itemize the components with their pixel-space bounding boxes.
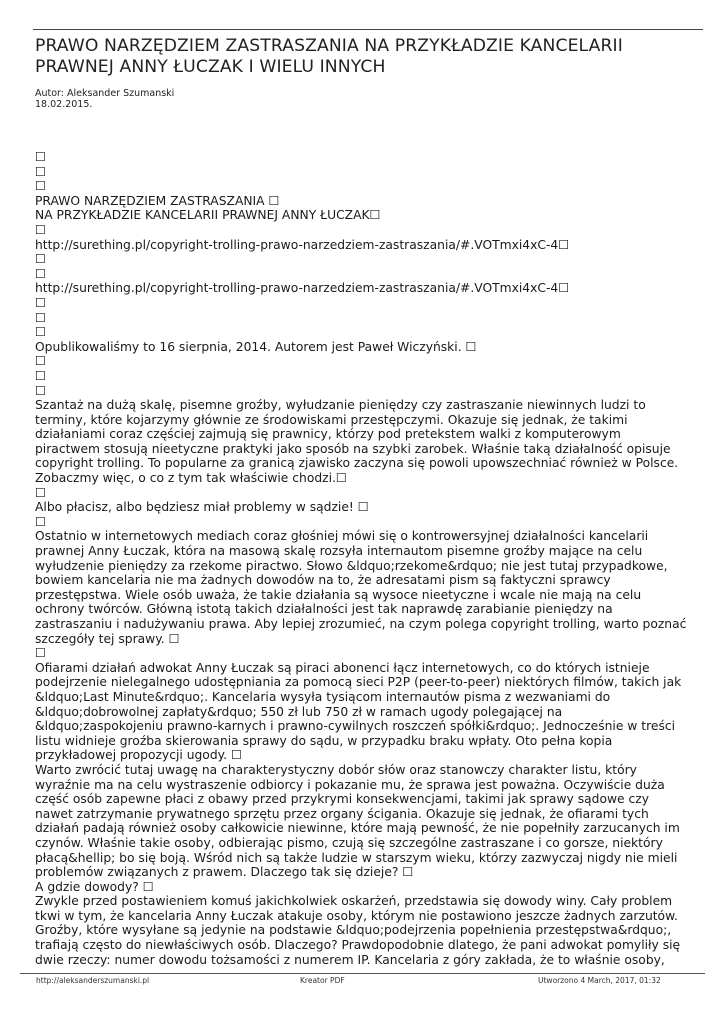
para-4-line: działań padają również osoby całkowicie niewinne, które mają pewność, że nie popełniły zarzucanych im xyxy=(35,821,680,836)
body-line: ☐ xyxy=(35,368,47,383)
para-4-line: część osób zapewne płaci z obawy przed przykrymi konsekwencjami, takimi jak sprawy sądowe czy xyxy=(35,792,650,807)
para-2-line: zastraszaniu i nadużywaniu prawa. Aby lepiej zrozumieć, na czym polega copyright trolling, warto poznać xyxy=(35,617,687,631)
body-line: ☐ xyxy=(35,295,47,310)
para-2-line: przestępstwa. Wiele osób uważa, że takie działania są wysoce nieetyczne i wcale nie mają na celu xyxy=(35,587,642,602)
para-3-line: &ldquo;Last Minute&rdquo;. Kancelaria wysyła tysiącom internautów pisma z wezwaniami do xyxy=(35,689,611,704)
para-5-line: tkwi w tym, że kancelaria Anny Łuczak atakuje osoby, którym nie postawiono jeszcze żadnych zarzutów. xyxy=(35,908,678,923)
para-2-line: szczegóły tej sprawy. ☐ xyxy=(35,631,180,646)
article-meta xyxy=(35,88,174,110)
para-4-line: A gdzie dowody? ☐ xyxy=(35,879,154,894)
para-1-line: piractwem stosują nieetyczne praktyki jako sposób na szybki zarobek. Właśnie taką działalność opisuje xyxy=(35,441,671,456)
para-4-line: problemów związanych z prawem. Dlaczego tak się dzieje? ☐ xyxy=(35,865,414,880)
para-5-line: Zwykle przed postawieniem komuś jakichkolwiek oskarżeń, przedstawia się dowody winy. Cały problem xyxy=(35,894,673,909)
body-line: ☐ xyxy=(35,150,47,164)
para-4-line: Warto zwrócić tutaj uwagę na charakterystyczny dobór słów oraz stanowczy charakter listu, który xyxy=(35,762,637,777)
para-2-line: bowiem kancelaria nie ma żadnych dowodów na to, że adresatami pism są faktyczni sprawcy xyxy=(35,573,611,588)
para-4-line: nawet zatrzymanie prywatnego sprzętu przez organy ścigania. Okazuje się jednak, że ofiarami tych xyxy=(35,806,649,821)
body-line: NA PRZYKŁADZIE KANCELARII PRAWNEJ ANNY ŁUCZAK☐ xyxy=(35,208,381,223)
body-line: ☐ xyxy=(35,383,47,398)
para-2-line: ☐ xyxy=(35,646,47,661)
body-line-2: ☐ xyxy=(35,514,47,529)
para-1-line: terminy, które kojarzymy głównie ze środowiskami przestępczymi. Okazuje się jednak, że takimi xyxy=(35,412,628,427)
header-rule xyxy=(33,29,703,30)
body-line: ☐ xyxy=(35,266,47,281)
article-body xyxy=(35,150,705,967)
para-3-line: &ldquo;zaspokojeniu prawno-karnych i prawno-cywilnych roszczeń spółki&rdquo;. Jednocześnie w treści xyxy=(35,719,676,734)
body-line-2: Albo płacisz, albo będziesz miał problemy w sądzie! ☐ xyxy=(35,500,369,515)
para-5-line: dwie rzeczy: numer dowodu tożsamości z numerem IP. Kancelaria z góry zakłada, że to właśnie osoby, xyxy=(35,952,665,967)
para-3-line: przykładowej propozycji ugody. ☐ xyxy=(35,748,242,763)
para-3-line: listu widnieje groźba skierowania sprawy do sądu, w przypadku braku wpłaty. Oto pełna kopia xyxy=(35,733,613,748)
para-2-line: Ostatnio w internetowych mediach coraz głośniej mówi się o kontrowersyjnej działalności kancelarii xyxy=(35,529,649,544)
para-3-line: &ldquo;dobrowolnej zapłaty&rdquo; 550 zł lub 750 zł w ramach ugody polegającej na xyxy=(35,704,563,719)
footer-creator: Kreator PDF xyxy=(300,976,345,985)
footer-created-date: Utworzono 4 March, 2017, 01:32 xyxy=(538,976,661,985)
para-3-line: podejrzenie nielegalnego udostępniania za pomocą sieci P2P (peer-to-peer) niektórych filmów, takich jak xyxy=(35,675,682,690)
body-line: ☐ xyxy=(35,325,47,340)
body-line: PRAWO NARZĘDZIEM ZASTRASZANIA ☐ xyxy=(35,193,280,208)
body-line: ☐ xyxy=(35,222,47,237)
footer-url[interactable]: http://aleksanderszumanski.pl xyxy=(36,976,150,985)
body-line[interactable]: http://surething.pl/copyright-trolling-prawo-narzedziem-zastraszania/#.VOTmxi4xC-4☐ xyxy=(35,281,570,296)
para-4-line: płacą&hellip; bo się boją. Wśród nich są także ludzie w starszym wieku, którzy zazwyczaj nigdy nie mieli xyxy=(35,850,678,865)
page-title xyxy=(35,36,695,78)
para-5-line: Groźby, które wysyłane są jedynie na podstawie &ldquo;podejrzenia popełnienia przestępstwa&rdquo;, xyxy=(35,923,672,938)
para-1-line: copyright trolling. To popularne za granicą zjawisko zaczyna się powoli upowszechniać również w Polsce. xyxy=(35,456,679,471)
para-2-line: wyłudzenie pieniędzy za rzekome piractwo. Słowo &ldquo;rzekome&rdquo; nie jest tutaj przypadkowe, xyxy=(35,558,668,573)
para-4-line: czynów. Właśnie takie osoby, odbierając pismo, czują się szczególne zastraszane i co gorsze, niektóry xyxy=(35,835,663,850)
para-4-line: wyraźnie ma na celu wystraszenie odbiorcy i pokazanie mu, że sprawa jest poważna. Oczywiście duża xyxy=(35,777,665,792)
publish-date: 18.02.2015. xyxy=(35,99,93,110)
body-line: Opublikowaliśmy to 16 sierpnia, 2014. Autorem jest Paweł Wiczyński. ☐ xyxy=(35,339,477,354)
para-5-line: trafiają często do niewłaściwych osób. Dlaczego? Prawdopodobnie dlatego, że pani adwokat pomyliły się xyxy=(35,938,681,953)
body-line: ☐ xyxy=(35,164,47,179)
author-label: Autor: Aleksander Szumanski xyxy=(35,88,175,99)
footer-rule xyxy=(20,973,705,974)
body-line: ☐ xyxy=(35,310,47,325)
title-line-1: PRAWO NARZĘDZIEM ZASTRASZANIA NA PRZYKŁADZIE KANCELARII xyxy=(35,36,623,56)
body-line: ☐ xyxy=(35,252,47,267)
body-line-2: ☐ xyxy=(35,485,47,500)
para-3-line: Ofiarami działań adwokat Anny Łuczak są piraci abonenci łącz internetowych, co do których istnieje xyxy=(35,660,650,675)
para-2-line: ochrony twórców. Główną istotą takich działalności jest tak naprawdę zarabianie pieniędzy na xyxy=(35,602,613,617)
title-line-2: PRAWNEJ ANNY ŁUCZAK I WIELU INNYCH xyxy=(35,57,386,77)
para-1-line: działaniami coraz częściej zajmują się prawnicy, którzy pod pretekstem walki z komputerowym xyxy=(35,427,621,442)
para-1-line: Zobaczmy więc, o co z tym tak właściwie chodzi.☐ xyxy=(35,471,347,486)
body-line[interactable]: http://surething.pl/copyright-trolling-prawo-narzedziem-zastraszania/#.VOTmxi4xC-4☐ xyxy=(35,237,570,252)
body-line: ☐ xyxy=(35,179,47,194)
para-2-line: prawnej Anny Łuczak, która na masową skalę rozsyła internautom pisemne groźby mające na celu xyxy=(35,544,643,559)
para-1-line: Szantaż na dużą skalę, pisemne groźby, wyłudzanie pieniędzy czy zastraszanie niewinnych ludzi to xyxy=(35,398,646,413)
body-line: ☐ xyxy=(35,354,47,369)
